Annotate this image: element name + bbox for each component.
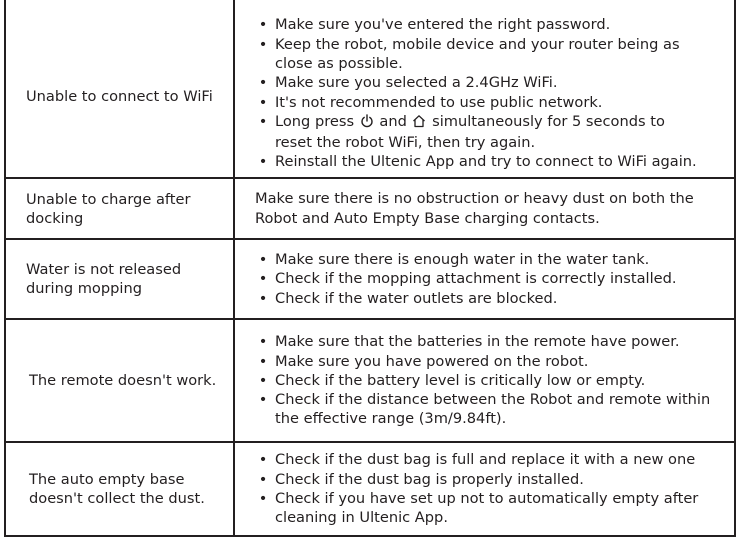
problem-cell <box>5 442 234 536</box>
solution-list <box>255 450 728 527</box>
solution-text-continued: close as possible. <box>275 54 403 72</box>
list-item <box>255 371 728 390</box>
solution-text: Make sure you've entered the right password. <box>275 16 611 34</box>
list-item <box>255 352 728 371</box>
problem-text: The auto empty base <box>29 471 185 488</box>
list-item <box>255 470 728 489</box>
table-row <box>5 178 735 239</box>
list-item <box>255 390 728 429</box>
list-item <box>255 152 728 171</box>
list-item <box>255 112 728 153</box>
bullet: • <box>258 391 268 409</box>
problem-text: Unable to connect to WiFi <box>26 88 213 105</box>
problem-text-continued: doesn't collect the dust. <box>29 490 205 507</box>
bullet: • <box>258 289 268 307</box>
problem-cell <box>5 178 234 239</box>
bullet: • <box>258 270 268 288</box>
solution-text-continued: Robot and Auto Empty Base charging contacts. <box>255 209 600 227</box>
solution-text: Long press <box>275 112 355 130</box>
bullet: • <box>258 451 268 469</box>
bullet: • <box>258 251 268 269</box>
solution-text: Make sure that the batteries in the remote have power. <box>275 333 680 351</box>
table-row <box>5 0 735 178</box>
bullet: • <box>258 371 268 389</box>
bullet: • <box>258 333 268 351</box>
problem-text: Water is not released <box>26 261 182 278</box>
list-item <box>255 332 728 351</box>
bullet: • <box>258 470 268 488</box>
problem-text: The remote doesn't work. <box>29 372 217 389</box>
list-item <box>255 73 728 92</box>
problem-cell <box>5 239 234 319</box>
problem-text: Unable to charge after <box>26 190 191 208</box>
bullet: • <box>258 93 268 111</box>
bullet: • <box>258 16 268 34</box>
problem-text-continued: docking <box>26 209 84 227</box>
bullet: • <box>258 490 268 507</box>
table-row <box>5 319 735 442</box>
solution-text: Make sure there is no obstruction or heavy dust on both the <box>255 190 694 208</box>
solution-text: Check if you have set up not to automatically empty after <box>275 490 699 507</box>
solution-list <box>255 332 728 428</box>
list-item <box>255 93 728 112</box>
table-row <box>5 239 735 319</box>
list-item <box>255 15 728 34</box>
problem-text-continued: during mopping <box>26 280 142 297</box>
solution-cell <box>234 319 735 442</box>
solution-text: Reinstall the Ultenic App and try to connect to WiFi again. <box>275 153 697 171</box>
solution-text-continued: cleaning in Ultenic App. <box>275 509 448 527</box>
solution-list <box>255 15 728 171</box>
list-item <box>255 289 728 308</box>
solution-cell <box>234 0 735 178</box>
table-row <box>5 442 735 536</box>
solution-text: Make sure you selected a 2.4GHz WiFi. <box>275 74 558 92</box>
solution-text: It's not recommended to use public network. <box>275 93 603 111</box>
troubleshooting-table <box>4 0 736 537</box>
bullet: • <box>258 112 268 130</box>
bullet: • <box>258 352 268 370</box>
list-item <box>255 489 728 528</box>
solution-text: Check if the dust bag is properly installed. <box>275 470 584 488</box>
solution-text: Check if the battery level is critically low or empty. <box>275 371 646 389</box>
bullet: • <box>258 74 268 92</box>
solution-text-continued: reset the robot WiFi, then try again. <box>275 134 536 152</box>
solution-text-continued: the effective range (3m/9.84ft). <box>275 410 507 428</box>
solution-cell <box>234 178 735 239</box>
solution-text: Check if the distance between the Robot and remote within <box>275 391 711 409</box>
list-item <box>255 450 728 469</box>
solution-text: simultaneously for 5 seconds to <box>432 112 665 130</box>
solution-text: Check if the dust bag is full and replace it with a new one <box>275 451 696 469</box>
solution-text: Keep the robot, mobile device and your router being as <box>275 35 680 53</box>
solution-paragraph <box>255 189 728 228</box>
solution-list <box>255 250 728 308</box>
solution-cell <box>234 442 735 536</box>
bullet: • <box>258 35 268 53</box>
solution-text: Check if the water outlets are blocked. <box>275 289 558 307</box>
list-item <box>255 269 728 288</box>
bullet: • <box>258 153 268 171</box>
solution-text: and <box>379 112 407 130</box>
solution-text: Check if the mopping attachment is correctly installed. <box>275 270 677 288</box>
solution-text: Make sure you have powered on the robot. <box>275 352 589 370</box>
power-icon <box>360 114 374 133</box>
problem-cell <box>5 0 234 178</box>
list-item <box>255 35 728 74</box>
solution-cell <box>234 239 735 319</box>
home-icon <box>412 114 426 133</box>
solution-text: Make sure there is enough water in the water tank. <box>275 251 650 269</box>
problem-cell <box>5 319 234 442</box>
list-item <box>255 250 728 269</box>
